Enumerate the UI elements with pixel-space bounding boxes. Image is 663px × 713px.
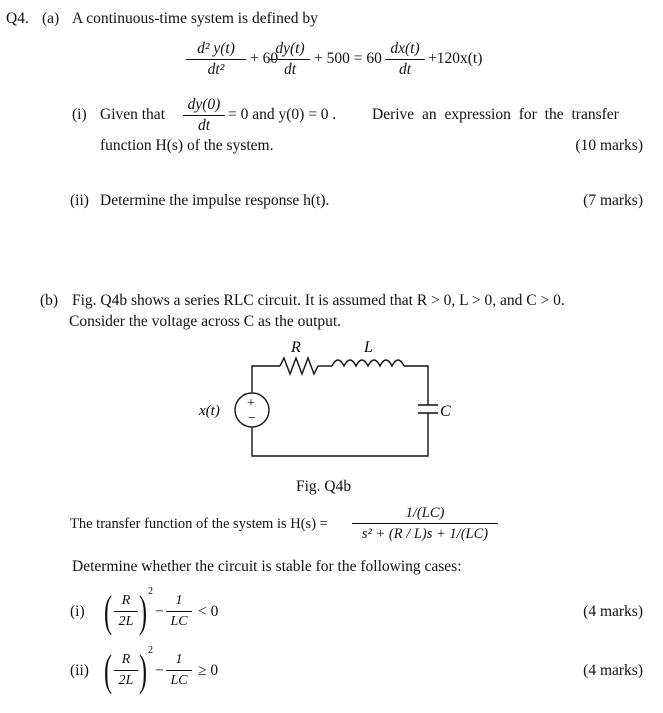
tf-text: The transfer function of the system is H(s) = (70, 516, 328, 532)
stability-prompt: Determine whether the circuit is stable for the following cases: (72, 558, 462, 575)
source-plus-sign: + (247, 396, 255, 411)
sub-i-task: Derive an expression for the transfer (372, 106, 619, 123)
case-i-label: (i) (70, 603, 85, 620)
part-b-line2: Consider the voltage across C as the output. (69, 313, 342, 330)
part-a-intro: A continuous-time system is defined by (72, 10, 318, 27)
case-i-ratio: R 2L (114, 592, 138, 631)
part-b-label: (b) (40, 292, 59, 309)
sub-i-line2: function H(s) of the system. (100, 137, 274, 154)
resistor (280, 358, 318, 374)
case-ii-exponent: 2 (148, 645, 153, 656)
eq-coef1: + 60 (250, 50, 279, 67)
wire-bottom (252, 413, 428, 456)
resistor-label: R (291, 339, 301, 356)
sub-ii-marks: (7 marks) (583, 192, 643, 209)
case-ii-minus: − (155, 662, 164, 679)
eq-term3-fraction: dx(t) dt (385, 40, 425, 79)
sub-i-given: Given that (100, 106, 165, 123)
case-ii-ratio: R 2L (114, 651, 138, 690)
case-ii-marks: (4 marks) (583, 662, 643, 679)
wire-top-left (252, 366, 280, 392)
part-a-label: (a) (42, 10, 60, 27)
inductor (332, 360, 404, 366)
figure-caption: Fig. Q4b (296, 478, 352, 495)
eq-middle: + 500 = 60 (314, 50, 382, 67)
case-ii-relation: ≥ 0 (198, 662, 219, 679)
source-minus-sign: − (248, 411, 256, 426)
sub-ii-text: Determine the impulse response h(t). (100, 192, 330, 209)
part-b-line1: Fig. Q4b shows a series RLC circuit. It is assumed that R > 0, L > 0, and C > 0. (72, 292, 565, 309)
inductor-label: L (364, 339, 373, 356)
case-i-relation: < 0 (198, 603, 219, 620)
sub-i-condition: = 0 and y(0) = 0 . (228, 106, 337, 123)
tf-fraction: 1/(LC) s² + (R / L)s + 1/(LC) (352, 504, 498, 543)
wire-top-right (404, 366, 428, 405)
source-label: x(t) (199, 403, 220, 419)
sub-i-marks: (10 marks) (575, 137, 643, 154)
sub-i-label: (i) (72, 106, 87, 123)
case-i-marks: (4 marks) (583, 603, 643, 620)
eq-tail: +120x(t) (428, 50, 483, 67)
eq-term2-fraction: dy(t) dt (270, 40, 310, 79)
sub-i-fraction: dy(0) dt (183, 96, 225, 135)
capacitor-label: C (440, 403, 451, 420)
case-i-exponent: 2 (148, 586, 153, 597)
question-number: Q4. (6, 10, 29, 27)
case-ii-inverse-lc: 1 LC (166, 651, 192, 690)
eq-term1-fraction: d² y(t) dt² (186, 40, 246, 79)
case-ii-label: (ii) (70, 662, 89, 679)
case-i-minus: − (155, 603, 164, 620)
sub-ii-label: (ii) (70, 192, 89, 209)
case-i-inverse-lc: 1 LC (166, 592, 192, 631)
